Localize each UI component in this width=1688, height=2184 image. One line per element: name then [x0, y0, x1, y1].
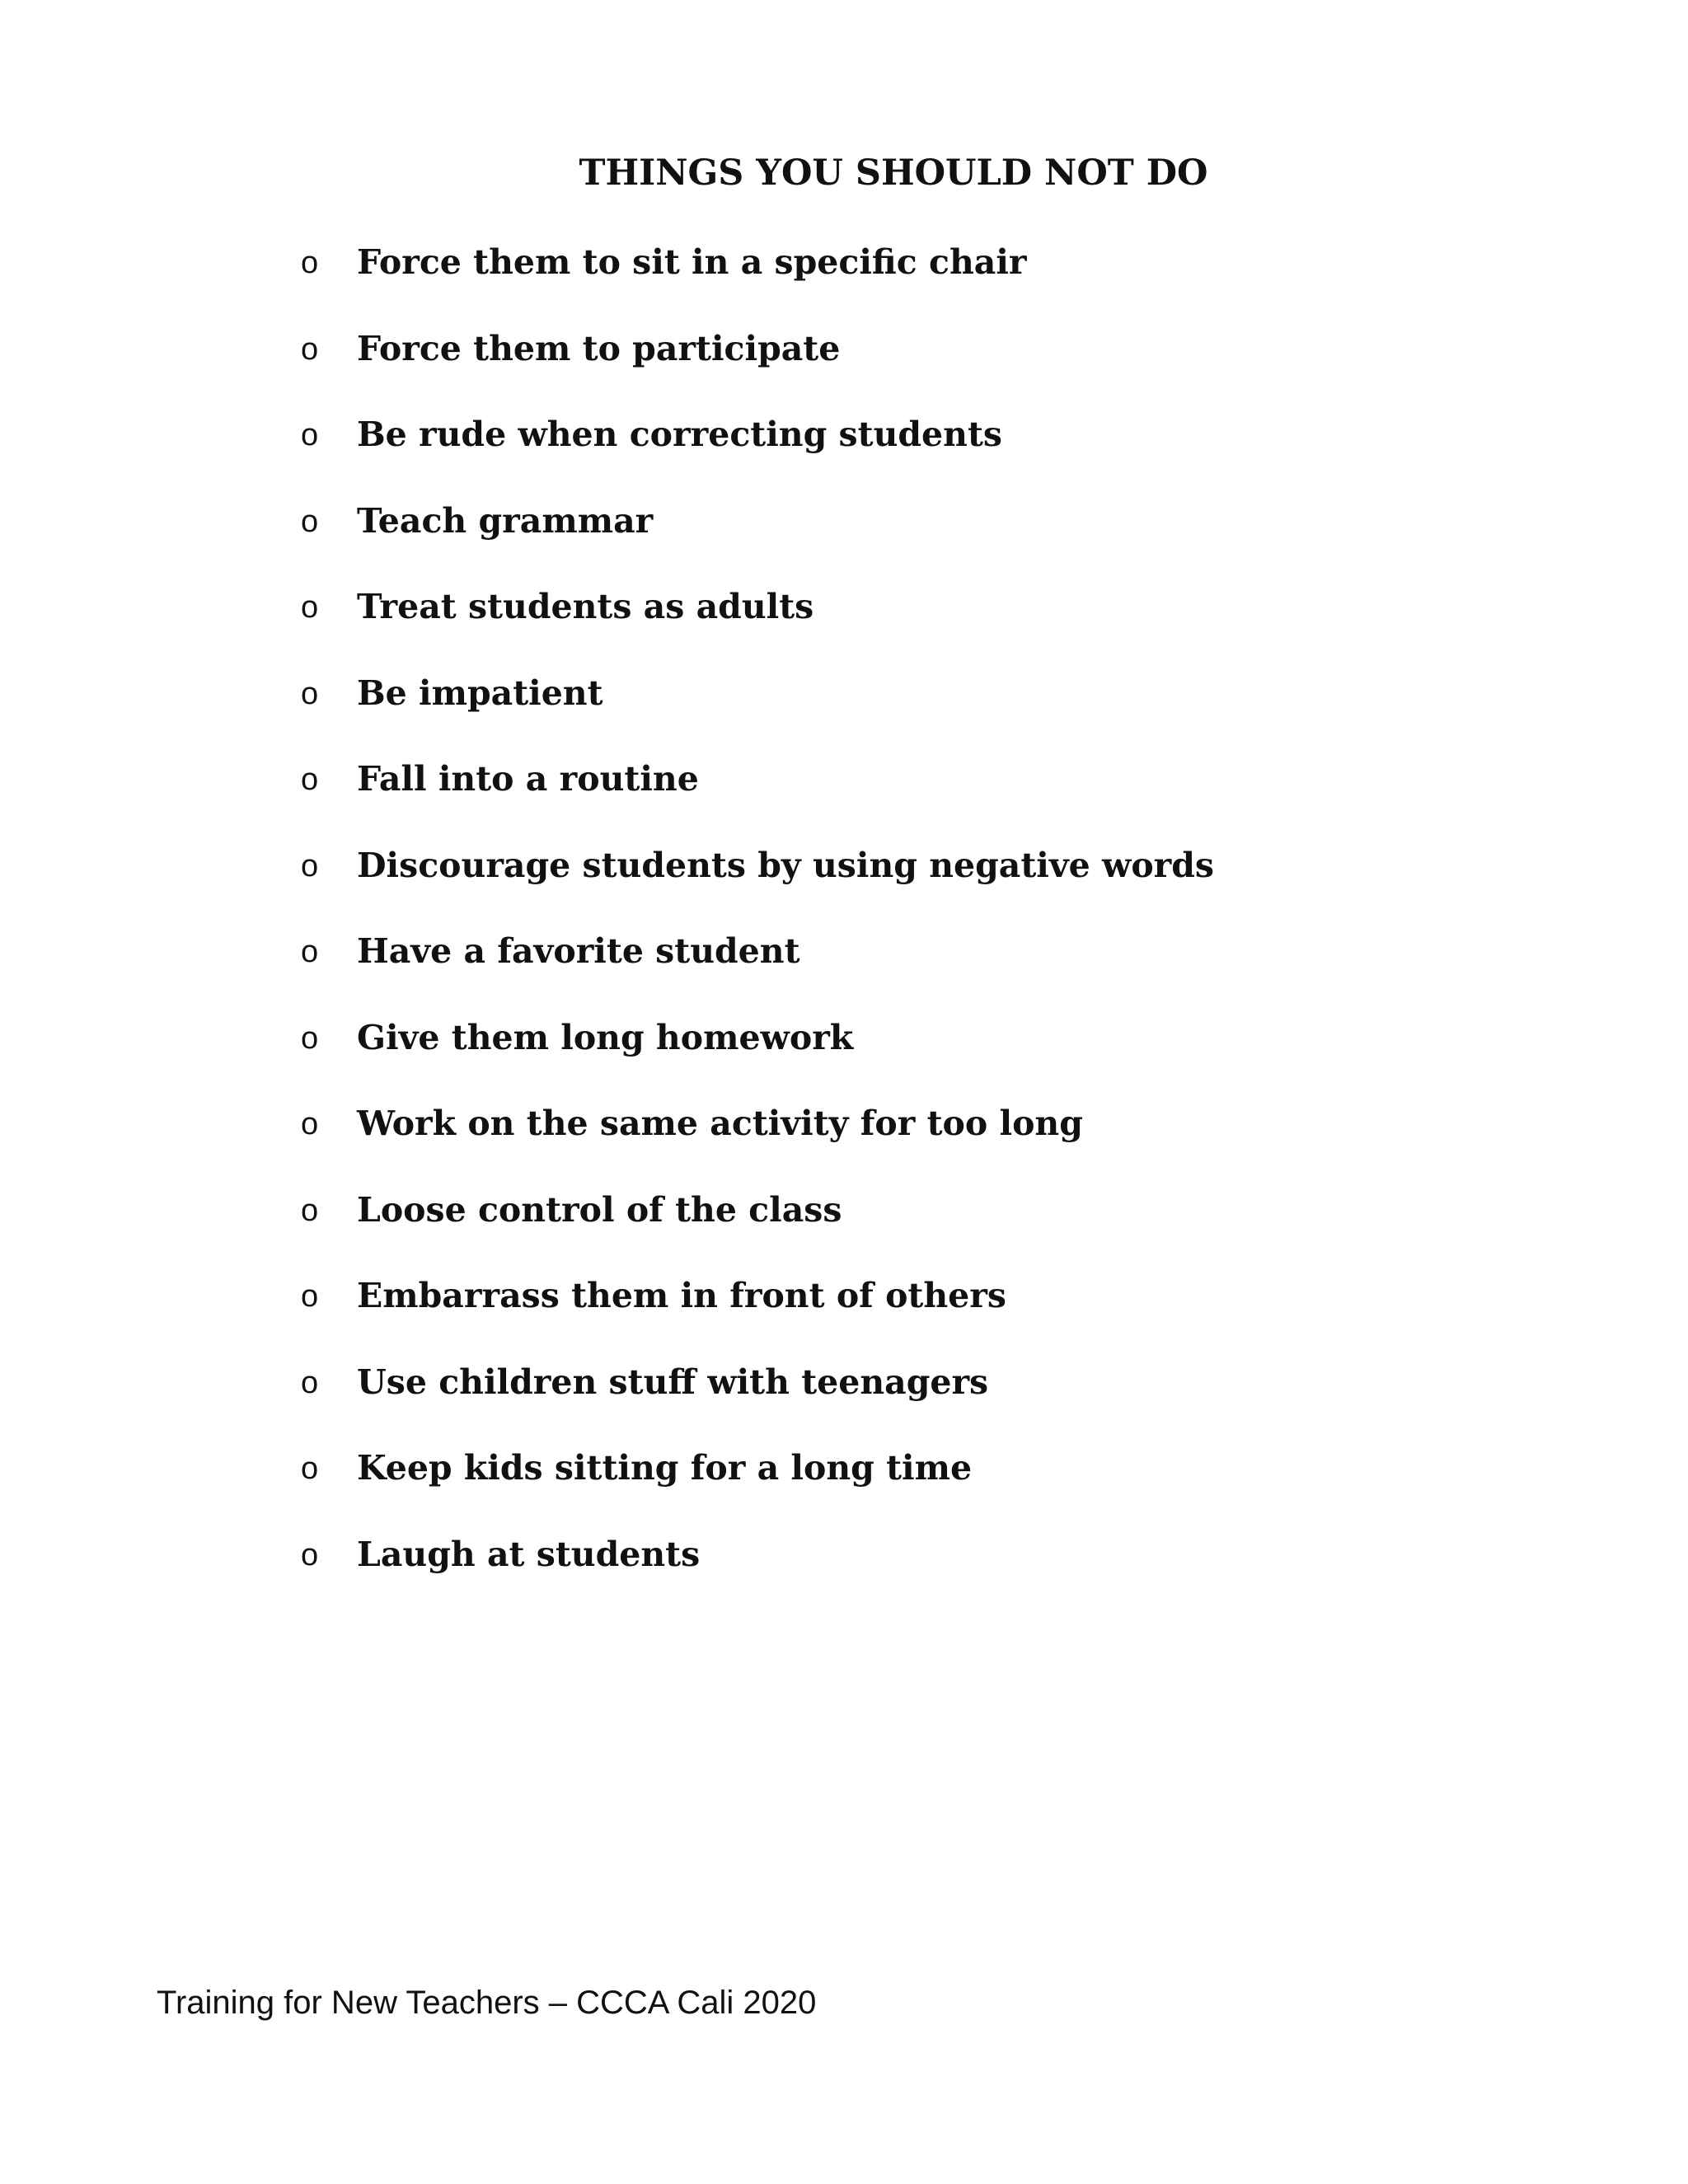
list-item-text: Work on the same activity for too long [357, 1104, 1083, 1143]
hollow-bullet-icon: o [301, 418, 319, 452]
list-item [301, 237, 1214, 324]
list-item [301, 1530, 1214, 1616]
hollow-bullet-icon: o [301, 246, 319, 280]
list-item-text: Force them to participate [357, 328, 841, 368]
list-item [301, 1013, 1214, 1099]
list-item [301, 410, 1214, 496]
hollow-bullet-icon: o [301, 590, 319, 625]
dont-list [301, 237, 1214, 1615]
list-item [301, 1185, 1214, 1272]
list-item-text: Force them to sit in a specific chair [357, 242, 1027, 282]
list-item-text: Be rude when correcting students [357, 415, 1002, 454]
list-item [301, 582, 1214, 668]
hollow-bullet-icon: o [301, 1279, 319, 1314]
hollow-bullet-icon: o [301, 1107, 319, 1141]
hollow-bullet-icon: o [301, 676, 319, 711]
list-item [301, 841, 1214, 927]
hollow-bullet-icon: o [301, 848, 319, 883]
hollow-bullet-icon: o [301, 1365, 319, 1400]
page-footer: Training for New Teachers – CCCA Cali 2020 [157, 1985, 817, 2021]
hollow-bullet-icon: o [301, 1537, 319, 1572]
list-item [301, 1271, 1214, 1357]
list-item-text: Loose control of the class [357, 1189, 842, 1230]
hollow-bullet-icon: o [301, 504, 319, 539]
list-item-text: Laugh at students [357, 1534, 701, 1574]
list-item-text: Teach grammar [357, 500, 654, 541]
list-item-text: Embarrass them in front of others [357, 1276, 1006, 1315]
hollow-bullet-icon: o [301, 762, 319, 797]
hollow-bullet-icon: o [301, 1020, 319, 1056]
list-item [301, 926, 1214, 1013]
list-item-text: Fall into a routine [357, 759, 699, 799]
hollow-bullet-icon: o [301, 935, 319, 969]
hollow-bullet-icon: o [301, 1451, 319, 1486]
list-item [301, 1443, 1214, 1530]
page-title: THINGS YOU SHOULD NOT DO [579, 152, 1208, 194]
hollow-bullet-icon: o [301, 331, 319, 367]
list-item-text: Be impatient [357, 673, 603, 713]
list-item-text: Give them long homework [357, 1017, 854, 1057]
list-item-text: Use children stuff with teenagers [357, 1361, 989, 1402]
list-item [301, 496, 1214, 583]
list-item-text: Discourage students by using negative words [357, 845, 1215, 885]
list-item [301, 1099, 1214, 1185]
hollow-bullet-icon: o [301, 1193, 319, 1228]
list-item [301, 324, 1214, 410]
list-item-text: Have a favorite student [357, 931, 800, 971]
list-item [301, 668, 1214, 755]
list-item-text: Treat students as adults [357, 587, 814, 626]
list-item-text: Keep kids sitting for a long time [357, 1448, 973, 1488]
list-item [301, 754, 1214, 841]
list-item [301, 1357, 1214, 1444]
